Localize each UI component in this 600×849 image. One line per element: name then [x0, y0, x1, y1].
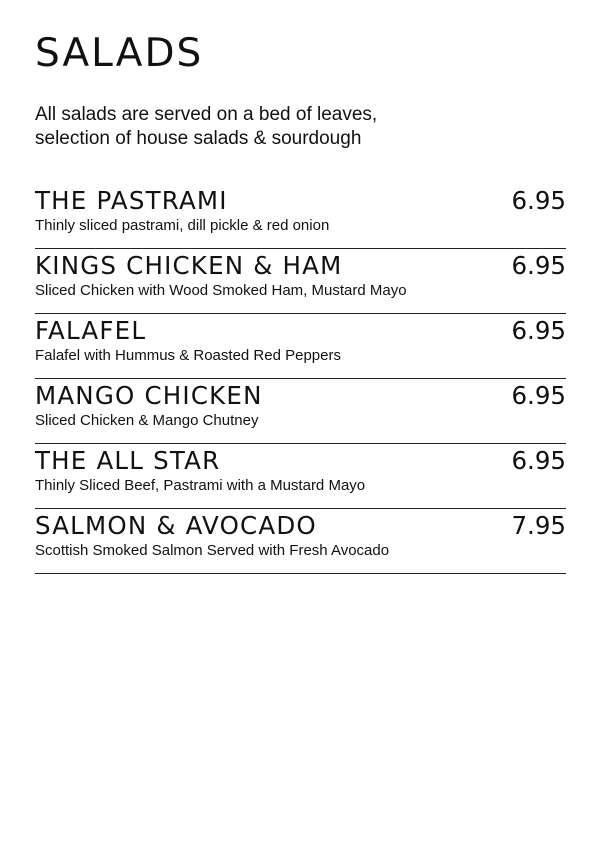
menu-item	[35, 381, 566, 444]
menu-item	[35, 511, 566, 574]
menu-item	[35, 446, 566, 509]
item-price: 6.95	[511, 381, 566, 410]
item-description: Scottish Smoked Salmon Served with Fresh Avocado	[35, 542, 390, 559]
item-name: MANGO CHICKEN	[35, 381, 263, 410]
menu-item-list	[35, 186, 566, 576]
item-description: Sliced Chicken & Mango Chutney	[35, 412, 259, 429]
menu-item	[35, 316, 566, 379]
item-price: 6.95	[511, 251, 566, 280]
menu-intro	[35, 103, 566, 151]
item-description: Thinly sliced pastrami, dill pickle & red onion	[35, 217, 330, 234]
item-price: 6.95	[511, 316, 566, 345]
item-name: SALMON & AVOCADO	[35, 511, 317, 540]
intro-line: All salads are served on a bed of leaves,	[35, 104, 378, 125]
item-name: THE ALL STAR	[35, 446, 221, 475]
menu-item	[35, 186, 566, 249]
item-description: Thinly Sliced Beef, Pastrami with a Mustard Mayo	[35, 477, 366, 494]
item-name: FALAFEL	[35, 316, 147, 345]
item-name: KINGS CHICKEN & HAM	[35, 251, 343, 280]
item-name: THE PASTRAMI	[35, 186, 228, 215]
item-price: 6.95	[511, 186, 566, 215]
item-price: 7.95	[511, 511, 566, 540]
page-title: SALADS	[35, 31, 204, 76]
menu-item	[35, 251, 566, 314]
item-description: Falafel with Hummus & Roasted Red Peppers	[35, 347, 341, 364]
item-description: Sliced Chicken with Wood Smoked Ham, Mustard Mayo	[35, 282, 407, 299]
item-price: 6.95	[511, 446, 566, 475]
intro-line: selection of house salads & sourdough	[35, 128, 362, 149]
